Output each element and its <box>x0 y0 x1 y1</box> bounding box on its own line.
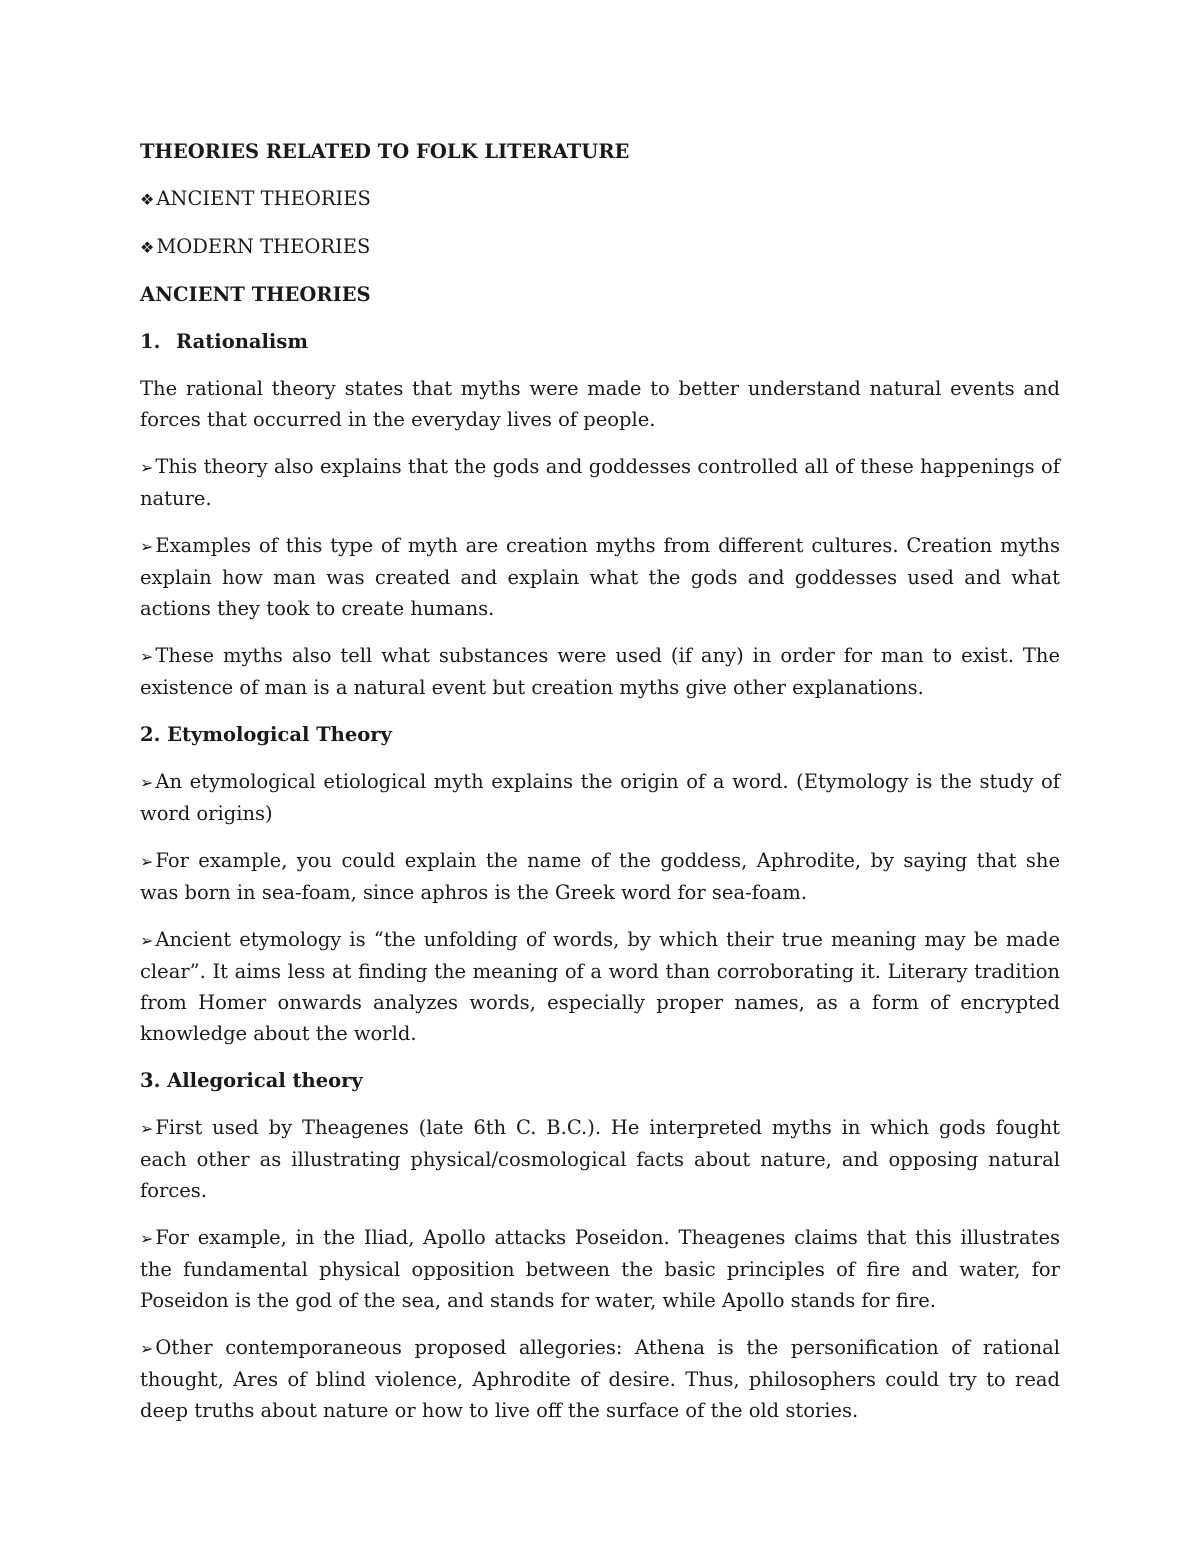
heading-number: 1. <box>140 330 161 353</box>
point-paragraph: ➢ First used by Theagenes (late 6th C. B.C.). He interpreted myths in which gods fought each other as illustrating physical/cosmological facts about nature, and opposing natural forces. <box>140 1116 1060 1202</box>
paragraph-rationalism-intro: The rational theory states that myths were made to better understand natural events and forces that occurred in the everyday lives of people. <box>140 377 1060 431</box>
diamond-bullet-icon: ❖ <box>140 190 155 209</box>
point-paragraph: ➢ This theory also explains that the gods and goddesses controlled all of these happenings of nature. <box>140 455 1060 510</box>
section-heading-ancient-theories: ANCIENT THEORIES <box>140 283 371 306</box>
arrow-bullet-icon: ➢ <box>140 1119 154 1138</box>
document-title: THEORIES RELATED TO FOLK LITERATURE <box>140 140 630 163</box>
arrow-bullet-icon: ➢ <box>140 1339 154 1358</box>
point-paragraph: ➢ For example, you could explain the name of the goddess, Aphrodite, by saying that she was born in sea-foam, since aphros is the Greek word for sea-foam. <box>140 849 1060 904</box>
diamond-bullet-icon: ❖ <box>140 238 155 257</box>
arrow-bullet-icon: ➢ <box>140 1229 154 1248</box>
point-paragraph: ➢ Other contemporaneous proposed allegories: Athena is the personification of rational thought, Ares of blind violence, Aphrodite of desire. Thus, philosophers could try to read deep truths about nature or how to live off the surface of the old stories. <box>140 1336 1060 1422</box>
bullet-ancient-theories: ❖ ANCIENT THEORIES <box>140 187 371 210</box>
heading-rationalism <box>140 326 1060 357</box>
point-paragraph: ➢ Ancient etymology is “the unfolding of words, by which their true meaning may be made clear”. It aims less at finding the meaning of a word than corroborating it. Literary tradition from Homer onwards analyzes words, especially proper names, as a form of encrypted knowledge about the world. <box>140 928 1060 1045</box>
arrow-bullet-icon: ➢ <box>140 773 154 792</box>
arrow-bullet-icon: ➢ <box>140 931 154 950</box>
heading-etymological-theory: 2. Etymological Theory <box>140 723 392 746</box>
document-page <box>140 136 1060 1442</box>
arrow-bullet-icon: ➢ <box>140 852 154 871</box>
heading-allegorical-theory: 3. Allegorical theory <box>140 1069 363 1092</box>
arrow-bullet-icon: ➢ <box>140 647 154 666</box>
arrow-bullet-icon: ➢ <box>140 537 154 556</box>
point-paragraph: ➢ For example, in the Iliad, Apollo attacks Poseidon. Theagenes claims that this illustrates the fundamental physical opposition between the basic principles of fire and water, for Poseidon is the god of the sea, and stands for water, while Apollo stands for fire. <box>140 1226 1060 1312</box>
heading-text: Rationalism <box>176 330 308 353</box>
arrow-bullet-icon: ➢ <box>140 458 154 477</box>
bullet-modern-theories: ❖ MODERN THEORIES <box>140 235 371 258</box>
point-paragraph: ➢ These myths also tell what substances were used (if any) in order for man to exist. The existence of man is a natural event but creation myths give other explanations. <box>140 644 1060 699</box>
point-paragraph: ➢ Examples of this type of myth are creation myths from different cultures. Creation myths explain how man was created and explain what the gods and goddesses used and what actions they took to create humans. <box>140 534 1060 620</box>
point-paragraph: ➢ An etymological etiological myth explains the origin of a word. (Etymology is the study of word origins) <box>140 770 1060 825</box>
